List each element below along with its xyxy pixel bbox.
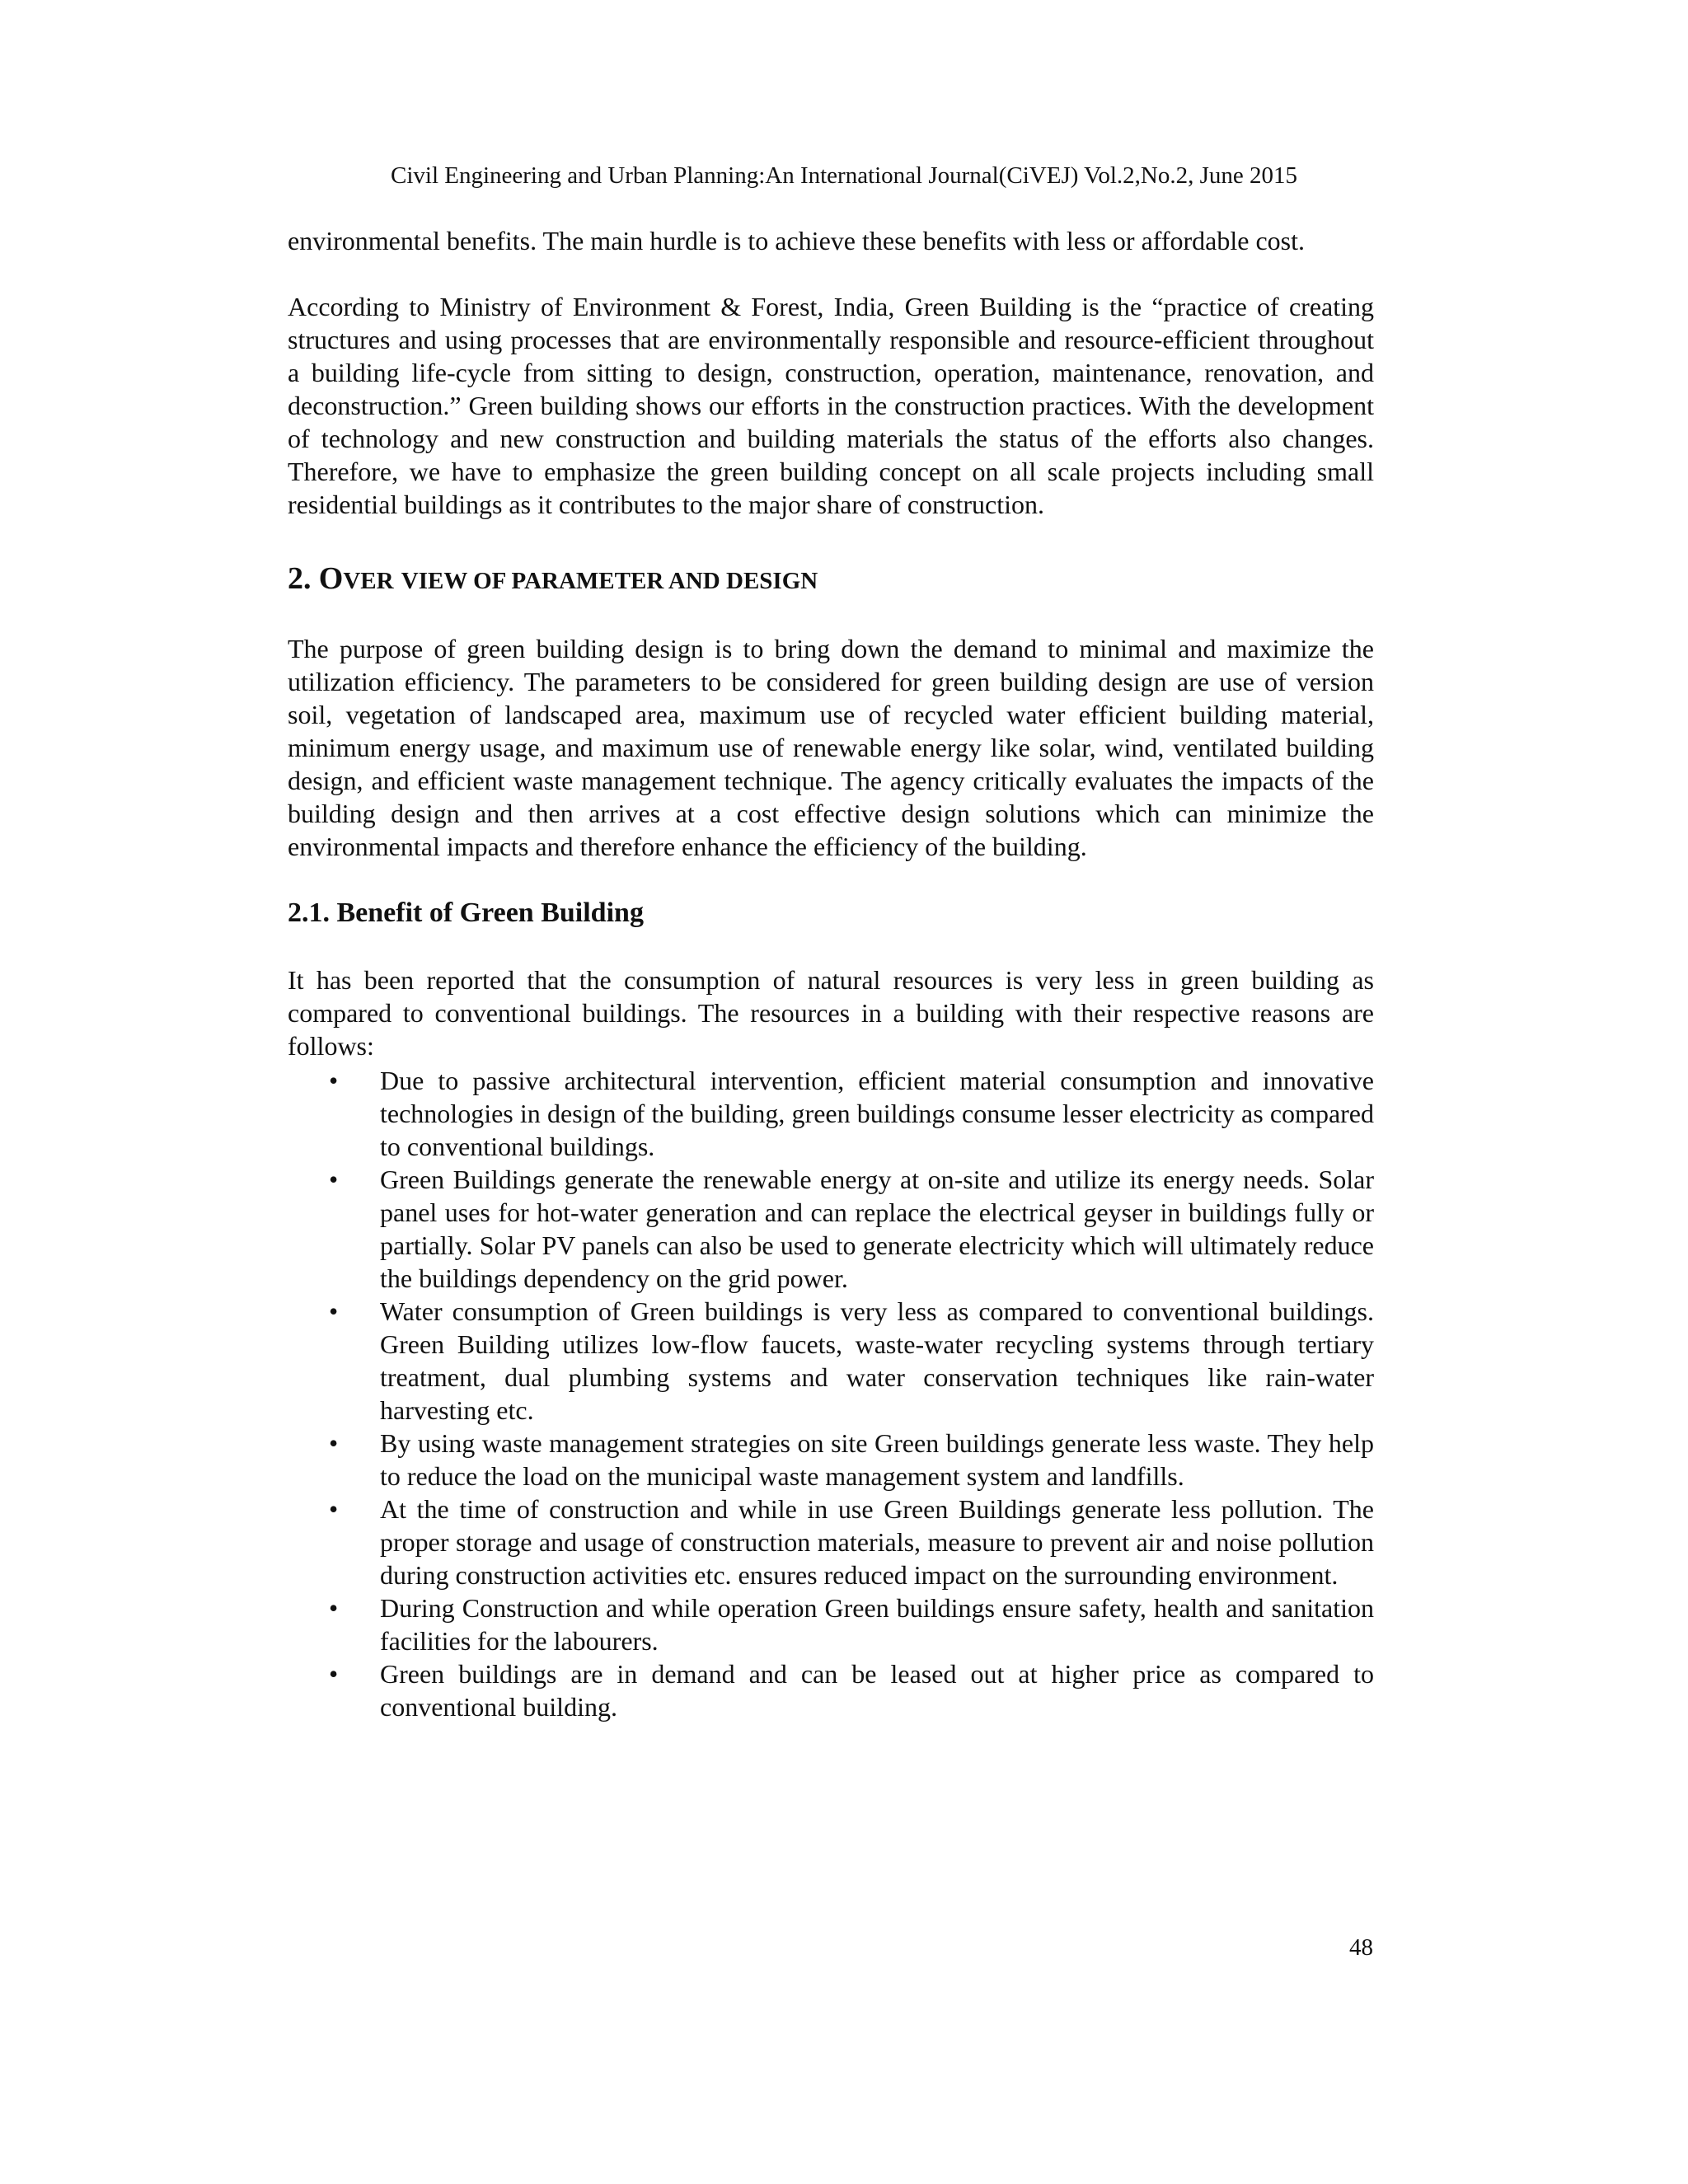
list-item-text: Water consumption of Green buildings is very less as compared to conventional buildings. Green Building utilizes low-flow faucets, waste-water recycling systems through tertiary treatment, dual plumbing systems and water conservation techniques like rain-water harvesting etc.	[380, 1296, 1374, 1425]
bullet-icon: •	[329, 1428, 339, 1458]
bullet-icon: •	[329, 1296, 339, 1326]
list-item-text: Green buildings are in demand and can be leased out at higher price as compared to conventional building.	[380, 1659, 1374, 1722]
section-title-initial: O	[318, 561, 344, 596]
subsection-heading-benefits: 2.1. Benefit of Green Building	[288, 898, 644, 928]
paragraph-resources-intro: It has been reported that the consumption of natural resources is very less in green building as compared to conventional buildings. The resources in a building with their respective reasons are follows:	[288, 965, 1374, 1061]
list-item-text: At the time of construction and while in use Green Buildings generate less pollution. The proper storage and usage of construction materials, measure to prevent air and noise pollution during construction activities etc. ensures reduced impact on the surrounding environment.	[380, 1494, 1374, 1590]
list-item	[329, 1493, 1374, 1591]
bullet-icon: •	[329, 1494, 339, 1524]
running-header: Civil Engineering and Urban Planning:An International Journal(CiVEJ) Vol.2,No.2, June 2015	[391, 162, 1297, 189]
list-item-text: Green Buildings generate the renewable energy at on-site and utilize its energy needs. Solar panel uses for hot-water generation and can replace the electrical geyser in buildings fully or partially. Solar PV panels can also be used to generate electricity which will ultimately reduce the buildings dependency on the grid power.	[380, 1165, 1374, 1293]
list-item	[329, 1427, 1374, 1493]
benefits-bullet-list	[288, 1064, 1374, 1723]
bullet-icon: •	[329, 1659, 339, 1689]
list-item-text: During Construction and while operation Green buildings ensure safety, health and sanitation facilities for the labourers.	[380, 1593, 1374, 1656]
section-title-rest: VIEW OF PARAMETER AND DESIGN	[401, 568, 818, 594]
list-item	[329, 1163, 1374, 1295]
bullet-icon: •	[329, 1066, 339, 1095]
list-item-text: By using waste management strategies on site Green buildings generate less waste. They help to reduce the load on the municipal waste management system and landfills.	[380, 1428, 1374, 1491]
bullet-icon: •	[329, 1593, 339, 1623]
list-item-text: Due to passive architectural intervention, efficient material consumption and innovative technologies in design of the building, green buildings consume lesser electricity as compared to conventional buildings.	[380, 1066, 1374, 1161]
list-item	[329, 1064, 1374, 1163]
paragraph-environmental-benefits: environmental benefits. The main hurdle is to achieve these benefits with less or affordable cost.	[288, 226, 1305, 255]
list-item	[329, 1657, 1374, 1723]
list-item	[329, 1591, 1374, 1657]
bullet-icon: •	[329, 1165, 339, 1194]
paragraph-design-purpose: The purpose of green building design is to bring down the demand to minimal and maximize the utilization efficiency. The parameters to be considered for green building design are use of version soil, vegetation of landscaped area, maximum use of recycled water efficient building material, minimum energy usage, and maximum use of renewable energy like solar, wind, ventilated building design, and efficient waste management technique. The agency critically evaluates the impacts of the building design and then arrives at a cost effective design solutions which can minimize the environmental impacts and therefore enhance the efficiency of the building.	[288, 634, 1374, 861]
paragraph-ministry-definition: According to Ministry of Environment & Forest, India, Green Building is the “practice of creating structures and using processes that are environmentally responsible and resource-efficient throughout a building life-cycle from sitting to design, construction, operation, maintenance, renovation, and deconstruction.” Green building shows our efforts in the construction practices. With the development of technology and new construction and building materials the status of the efforts also changes. Therefore, we have to emphasize the green building concept on all scale projects including small residential buildings as it contributes to the major share of construction.	[288, 292, 1374, 519]
page-body	[288, 224, 1374, 1723]
page-number: 48	[1349, 1934, 1373, 1961]
section-title-rest-first: VER	[343, 568, 394, 594]
list-item	[329, 1295, 1374, 1427]
section-number: 2.	[288, 561, 312, 596]
section-heading-overview	[288, 560, 1374, 599]
